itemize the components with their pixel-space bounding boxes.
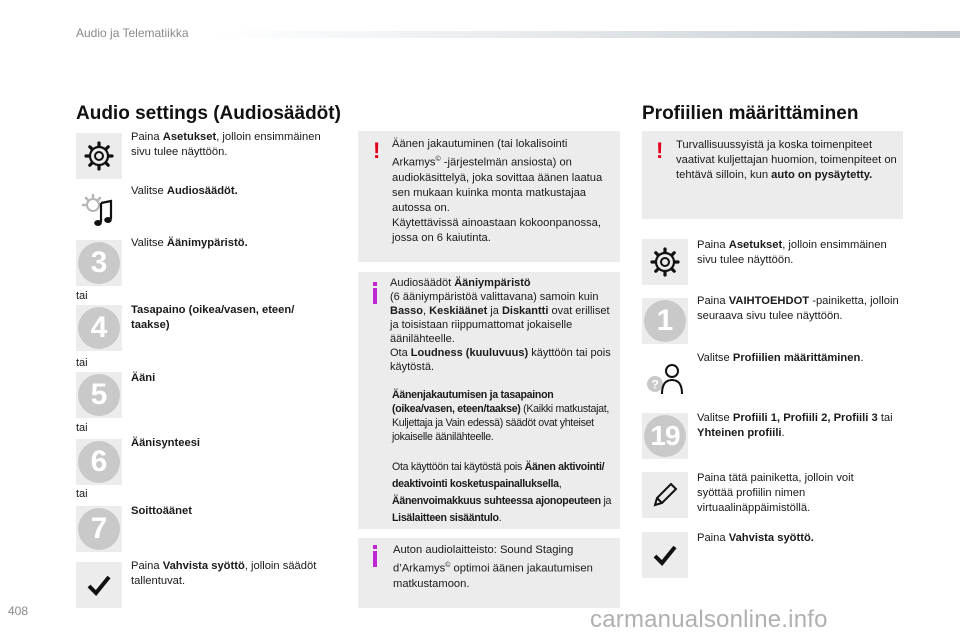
safety-warning-text: Turvallisuussyistä ja koska toimenpiteet vaativat kuljettajan huomion, toimenpiteet on tehtävä silloin, kun auto on pysäytetty. [676, 139, 897, 181]
step-synthesis-text: Äänisynteesi [131, 437, 201, 449]
confirm-button[interactable] [642, 532, 688, 578]
step-3-button[interactable] [76, 240, 122, 286]
profile-step-options-text: Paina VAIHTOEHDOT -painiketta, jolloin seuraava sivu tulee näyttöön. [697, 295, 899, 322]
step-confirm-text: Paina Vahvista syöttö, jolloin säädöt tallentuvat. [131, 560, 317, 587]
or-label: tai [76, 488, 88, 500]
edit-name-button[interactable] [642, 472, 688, 518]
or-label: tai [76, 357, 88, 369]
audio-settings-icon [79, 191, 119, 231]
profile-settings-button[interactable] [642, 356, 688, 402]
audio-settings-button[interactable] [76, 188, 122, 234]
step-number-badge: 19 [644, 415, 686, 457]
info-icon-bar [373, 551, 377, 567]
step-number-badge: 6 [78, 441, 120, 483]
section-header: Audio ja Telematiikka [76, 26, 189, 40]
profile-step-edit-text: Paina tätä painiketta, jolloin voit syöttää profiilin nimen virtuaalinäppäimistöllä. [697, 472, 854, 514]
step-number-badge: 3 [78, 242, 120, 284]
options-step-button[interactable] [642, 298, 688, 344]
profile-select-step-button[interactable] [642, 413, 688, 459]
step-5-button[interactable] [76, 372, 122, 418]
gear-icon [649, 246, 681, 278]
checkmark-icon [86, 572, 112, 598]
step-environment-text: Valitse Äänimypäristö. [131, 237, 248, 249]
watermark: carmanualsonline.info [590, 606, 828, 633]
step-6-button[interactable] [76, 439, 122, 485]
header-divider [215, 31, 960, 38]
step-ringtones-text: Soittoäänet [131, 505, 192, 517]
page-number: 408 [8, 604, 29, 618]
info-audio-text: Audiosäädöt Ääniympäristö (6 ääniympäristöä valittavana) samoin kuin Basso, Keskiäänet ja Diskantti ovat erilliset ja toisistaan riippumattomat jokaiselle äänilähteelle. Ota Loudness (kuuluvuus) käyttöön tai pois käytöstä. [390, 277, 611, 373]
step-number-badge: 1 [644, 300, 686, 342]
warning-icon: ! [373, 138, 381, 163]
warning-icon: ! [656, 138, 664, 163]
gear-icon [83, 140, 115, 172]
info-balance-text: Äänenjakautumisen ja tasapainon (oikea/vasen, eteen/taakse) (Kaikki matkustajat, Kuljettaja ja Vain edessä) säädöt ovat yhteiset jokaiselle äänilähteelle. [392, 389, 610, 443]
checkmark-icon [652, 542, 678, 568]
or-label: tai [76, 422, 88, 434]
audio-settings-title: Audio settings (Audiosäädöt) [76, 103, 341, 124]
profiles-title: Profiilien määrittäminen [642, 103, 859, 124]
step-number-badge: 7 [78, 508, 120, 550]
step-number-badge: 4 [78, 307, 120, 349]
step-4-button[interactable] [76, 305, 122, 351]
info-icon [373, 545, 377, 549]
step-7-button[interactable] [76, 506, 122, 552]
step-balance-text: Tasapaino (oikea/vasen, eteen/ taakse) [131, 304, 295, 331]
pencil-icon [650, 480, 680, 510]
step-number-badge: 5 [78, 374, 120, 416]
profile-step-settings-text: Paina Asetukset, jolloin ensimmäinen sivu tulee näyttöön. [697, 239, 887, 266]
info-activation-text: Ota käyttöön tai käytöstä pois Äänen aktivointi/ deaktivointi kosketuspainalluksella, Äänenvoimakkuus suhteessa ajonopeuteen ja Lisälaitteen sisääntulo. [392, 461, 612, 524]
step-settings-text: Paina Asetukset, jolloin ensimmäinen sivu tulee näyttöön. [131, 131, 321, 158]
info-icon-bar [373, 288, 377, 304]
svg-text:?: ? [651, 377, 659, 392]
confirm-button[interactable] [76, 562, 122, 608]
warning-text: Äänen jakautuminen (tai lokalisointi Arkamys© -järjestelmän ansiosta) on audiokäsittelyä, joka sovittaa äänen laatua sen mukaan kuinka monta matkustajaa autossa on. Käytettävissä ainoastaan kokoonpanossa, jossa on 6 kaiutinta. [392, 138, 603, 244]
profile-step-define-text: Valitse Profiilien määrittäminen. [697, 352, 864, 364]
profile-question-icon [644, 358, 686, 400]
profile-step-select-text: Valitse Profiili 1, Profiili 2, Profiili 3 tai Yhteinen profiili. [697, 412, 893, 439]
info-sound-staging-text: Auton audiolaitteisto: Sound Staging d’Arkamys© optimoi äänen jakautumisen matkustamoon. [393, 544, 593, 590]
profile-step-confirm-text: Paina Vahvista syöttö. [697, 532, 814, 544]
or-label: tai [76, 290, 88, 302]
step-sound-text: Ääni [131, 372, 156, 384]
step-audio-settings-text: Valitse Audiosäädöt. [131, 185, 238, 197]
settings-button[interactable] [76, 133, 122, 179]
info-icon [373, 282, 377, 286]
settings-button[interactable] [642, 239, 688, 285]
